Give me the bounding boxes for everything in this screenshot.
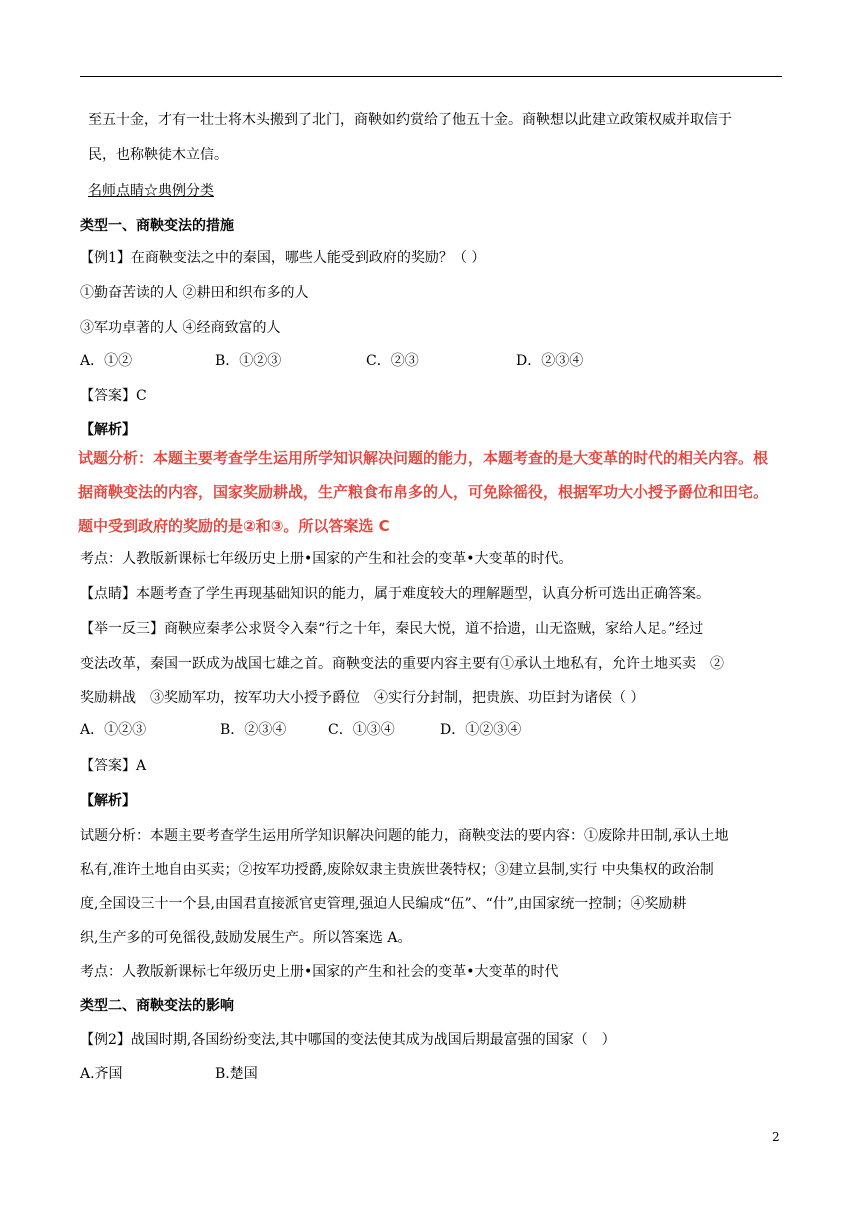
red-analysis-line: 试题分析：本题主要考查学生运用所学知识解决问题的能力，本题考查的是大变革的时代的相关内容。根 bbox=[78, 449, 769, 467]
comment-line: 【点睛】本题考查了学生再现基础知识的能力，属于难度较大的理解题型，认真分析可选出正确答案。 bbox=[80, 586, 710, 602]
red-analysis-line: 题中受到政府的奖励的是②和③。所以答案选 C bbox=[78, 517, 390, 535]
option-b: B.楚国 bbox=[215, 1066, 258, 1082]
option-a: A.齐国 bbox=[80, 1066, 123, 1082]
type-two-heading: 类型二、商鞅变法的影响 bbox=[80, 998, 234, 1014]
option-b: B．①②③ bbox=[215, 353, 282, 369]
example-one-question: 【例1】在商鞅变法之中的秦国，哪些人能受到政府的奖励？（ ） bbox=[80, 250, 486, 266]
analysis-label: 【解析】 bbox=[80, 793, 136, 809]
knowledge-point: 考点：人教版新课标七年级历史上册•国家的产生和社会的变革•大变革的时代 bbox=[80, 964, 559, 980]
option-c: C．①③④ bbox=[328, 722, 395, 738]
section-heading-link: 名师点睛☆典例分类 bbox=[88, 183, 214, 199]
practice-line: 奖励耕战 ③奖励军功，按军功大小授予爵位 ④实行分封制，把贵族、功臣封为诸侯（ ） bbox=[80, 690, 645, 706]
example-two-question: 【例2】战国时期,各国纷纷变法,其中哪国的变法使其成为战国后期最富强的国家（ ） bbox=[80, 1032, 616, 1048]
question-item: ①勤奋苦读的人 ②耕田和织布多的人 bbox=[80, 285, 309, 301]
paragraph-line: 民，也称鞅徒木立信。 bbox=[88, 147, 228, 163]
practice-line: 【举一反三】商鞅应秦孝公求贤令入秦“行之十年，秦民大悦，道不拾遗，山无盗贼，家给人足。”经过 bbox=[80, 621, 704, 637]
practice-line: 变法改革，秦国一跃成为战国七雄之首。商鞅变法的重要内容主要有①承认土地私有，允许土地买卖 ② bbox=[80, 656, 724, 672]
analysis-label: 【解析】 bbox=[80, 422, 136, 438]
paragraph-line: 至五十金，才有一壮士将木头搬到了北门，商鞅如约赏给了他五十金。商鞅想以此建立政策权威并取信于 bbox=[88, 112, 732, 128]
analysis-line: 私有,准许土地自由买卖；②按军功授爵,废除奴隶主贵族世袭特权；③建立县制,实行 中央集权的政治制 bbox=[80, 862, 714, 878]
page-number: 2 bbox=[772, 1130, 780, 1144]
option-c: C．②③ bbox=[366, 353, 419, 369]
option-a: A．①②③ bbox=[80, 722, 147, 738]
header-rule bbox=[80, 76, 782, 77]
analysis-line: 织,生产多的可免徭役,鼓励发展生产。所以答案选 A。 bbox=[80, 930, 412, 946]
question-item: ③军功卓著的人 ④经商致富的人 bbox=[80, 320, 281, 336]
type-one-heading: 类型一、商鞅变法的措施 bbox=[80, 218, 234, 234]
analysis-line: 试题分析：本题主要考查学生运用所学知识解决问题的能力，商鞅变法的要内容：①废除井田制,承认土地 bbox=[80, 828, 729, 844]
option-d: D．②③④ bbox=[516, 353, 584, 369]
red-analysis-line: 据商鞅变法的内容，国家奖励耕战，生产粮食布帛多的人，可免除徭役，根据军功大小授予爵位和田宅。 bbox=[78, 483, 769, 501]
option-a: A．①② bbox=[80, 353, 133, 369]
knowledge-point: 考点：人教版新课标七年级历史上册•国家的产生和社会的变革•大变革的时代。 bbox=[80, 551, 573, 567]
answer-label: 【答案】A bbox=[80, 758, 147, 774]
analysis-line: 度,全国设三十一个县,由国君直接派官吏管理,强迫人民编成“伍”、“什”,由国家统一控制；④奖励耕 bbox=[80, 896, 687, 912]
option-b: B．②③④ bbox=[220, 722, 287, 738]
answer-label: 【答案】C bbox=[80, 388, 147, 404]
option-d: D．①②③④ bbox=[440, 722, 522, 738]
